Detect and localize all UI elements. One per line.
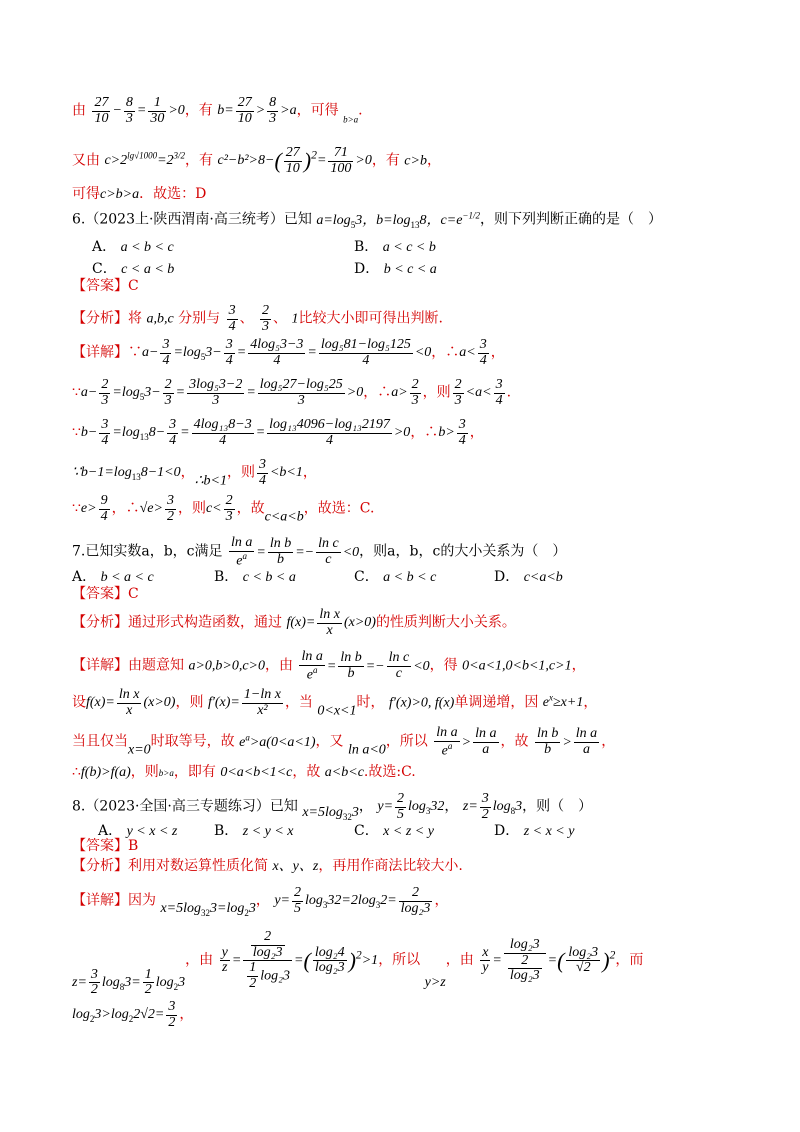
q6-analysis: 【分析】将 a,b,c 分别与 $\frac{3}{4}$ 、 $\frac{2}{3}$ 、 1比较大小即可得出判断. — [72, 303, 443, 334]
q6-answer: 【答案】C — [72, 278, 139, 294]
q6-stem: 6.（2023上·陕西渭南·高三统考）已知 $a=\log_53$，$b=\log_{13}8$，$c=e^{-1/2}$，则下列判断正确的是（ ） — [72, 210, 662, 230]
q7-option-c[interactable]: C． a < b < c — [354, 569, 437, 585]
q6-option-a[interactable]: A． a < b < c — [92, 239, 174, 255]
q7-detail-2: 设f(x)= $\frac{\text{ln x}}{x}$ (x>0)，则 f′(x)= $\frac{\text{1−ln x}}{\text{x²}}$ ，当 0<x<1时， f′(x)>0, f(x)单调递增，因 $e^x\ge x+1$， — [72, 687, 598, 719]
q8-option-b[interactable]: B． z < y < x — [214, 823, 294, 839]
q6-detail-1: 【详解】∵a− $\frac{3}{4}$ $=\log_53-$ $\frac{3}{4}$ = $\frac{\text{4log₅3−3}}{4}$ = $\frac{\text{log₅81−log₅125}}{4}$ <0，∴a< $\frac{3}{4}$ ， — [72, 337, 505, 368]
q8-option-c[interactable]: C． x < z < y — [354, 823, 434, 839]
q7-analysis: 【分析】通过形式构造函数，通过 f(x)= $\frac{\text{ln x}}{x}$ (x>0)的性质判断大小关系。 — [72, 607, 516, 638]
sol5-line1: 由 $\frac{27}{10}$ − $\frac{8}{3}$ = $\frac{1}{30}$ >0，有 b= $\frac{27}{10}$ > $\frac{8}{3}$ >a，可得 $_{b>a}$. — [72, 95, 363, 126]
q6-detail-2: ∵a− $\frac{2}{3}$ $=\log_53-$ $\frac{2}{3}$ = $\frac{\text{3log₅3−2}}{3}$ = $\frac{\text{log₅27−log₅25}}{3}$ >0，∴a> $\frac{2}{3}$ ，则 $\frac{2}{3}$ <a< $\frac{3}{4}$ . — [72, 377, 512, 408]
q8-option-d[interactable]: D． z < x < y — [494, 823, 575, 839]
q6-option-c[interactable]: C． c < a < b — [92, 261, 175, 277]
q7-option-b[interactable]: B． c < b < a — [214, 569, 296, 585]
sol5-line2: 又由 $c>2^{lg√1000}=2^{3/2}$，有 c²−b²>8−( $\frac{27}{10}$ )$^2$= $\frac{71}{100}$ >0，有 c>b， — [72, 145, 441, 176]
q6-detail-4: $\because b-1=\log_{13}8-1<0$，∴b<1，则 $\frac{3}{4}$ <b<1， — [72, 457, 317, 489]
q6-option-d[interactable]: D． b < c < a — [354, 261, 437, 277]
q6-detail-5: ∵e> $\frac{9}{4}$ ，∴√e> $\frac{3}{2}$ ，则c< $\frac{2}{3}$ ，故c<a<b，故选：C. — [72, 493, 375, 525]
q7-option-a[interactable]: A． b < a < c — [72, 569, 154, 585]
q8-option-a[interactable]: A． y < x < z — [98, 823, 178, 839]
q7-detail-3: 当且仅当x=0时取等号，故 $e^a>a(0<a<1)$，又 ln a<0，所以 $\frac{\text{ln a}}{e^a}$ > $\frac{\text{ln a}}{a}$ ，故 $\frac{\text{ln b}}{b}$ > $\frac{\text{ln a}}{a}$ ， — [72, 725, 616, 759]
q8-detail-3: $\log_23>\log_22√2=$ $\frac{3}{2}$ ， — [72, 999, 194, 1030]
q8-stem: 8.（2023·全国·高三专题练习）已知 $x=5\log_{32}3$， y= $\frac{2}{5}$ $\log_332$， z= $\frac{3}{2}$ $\log_83$，则（ ） — [72, 791, 593, 823]
sol5-line3: 可得c>b>a．故选：D — [72, 186, 207, 202]
q7-detail-4: ∴f(b)>f(a)，则b>a，即有 0<a<b<1<c，故 a<b<c.故选:C. — [72, 764, 416, 780]
q8-detail-1: 【详解】因为 $x=5\log_{32}3=\log_23$， y= $\frac{2}{5}$ $\log_332=2\log_32=$ $\frac{2}{\text{log₂3}}$ ， — [72, 885, 449, 919]
q7-stem: 7.已知实数a，b，c满足 $\frac{\text{ln a}}{e^a}$ = $\frac{\text{ln b}}{b}$ =− $\frac{\text{ln c}}{c}$ <0，则a，b，c的大小关系为（ ） — [72, 535, 567, 569]
q8-detail-2: z= $\frac{3}{2}$ $\log_83=$ $\frac{1}{2}$ $\log_23$，由 $\frac{y}{z}$ = $\frac{2}{\text{log₂3}}$ $\frac{1}{2}$ log₂3 =( $\frac{\text{log₂4}}{\text{log₂3}}$ )$^2$>1，所以 y>z，由 $\frac{x}{y}$ = $\frac{\text{log₂3}}{\frac{2}{\text{log₂3}}}$ =( $\frac{\text{log₂3}}{√2}$ )$^2$，而 — [72, 929, 644, 998]
q7-option-d[interactable]: D． c<a<b — [494, 569, 563, 585]
q6-option-b[interactable]: B． a < c < b — [354, 239, 436, 255]
q8-analysis: 【分析】利用对数运算性质化简 x、y、z，再用作商法比较大小. — [72, 858, 463, 874]
q8-answer: 【答案】B — [72, 838, 139, 854]
q7-detail-1: 【详解】由题意知 a>0,b>0,c>0，由 $\frac{\text{ln a}}{e^a}$ = $\frac{\text{ln b}}{b}$ =− $\frac{\text{ln c}}{c}$ <0，得 0<a<1,0<b<1,c>1， — [72, 649, 586, 683]
q6-detail-3: ∵b− $\frac{3}{4}$ $=\log_{13}8-$ $\frac{3}{4}$ = $\frac{\text{4log₁₃8−3}}{4}$ = $\frac{\text{log₁₃4096−log₁₃2197}}{4}$ >0，∴b> $\frac{3}{4}$ ， — [72, 417, 484, 448]
q7-answer: 【答案】C — [72, 586, 139, 602]
